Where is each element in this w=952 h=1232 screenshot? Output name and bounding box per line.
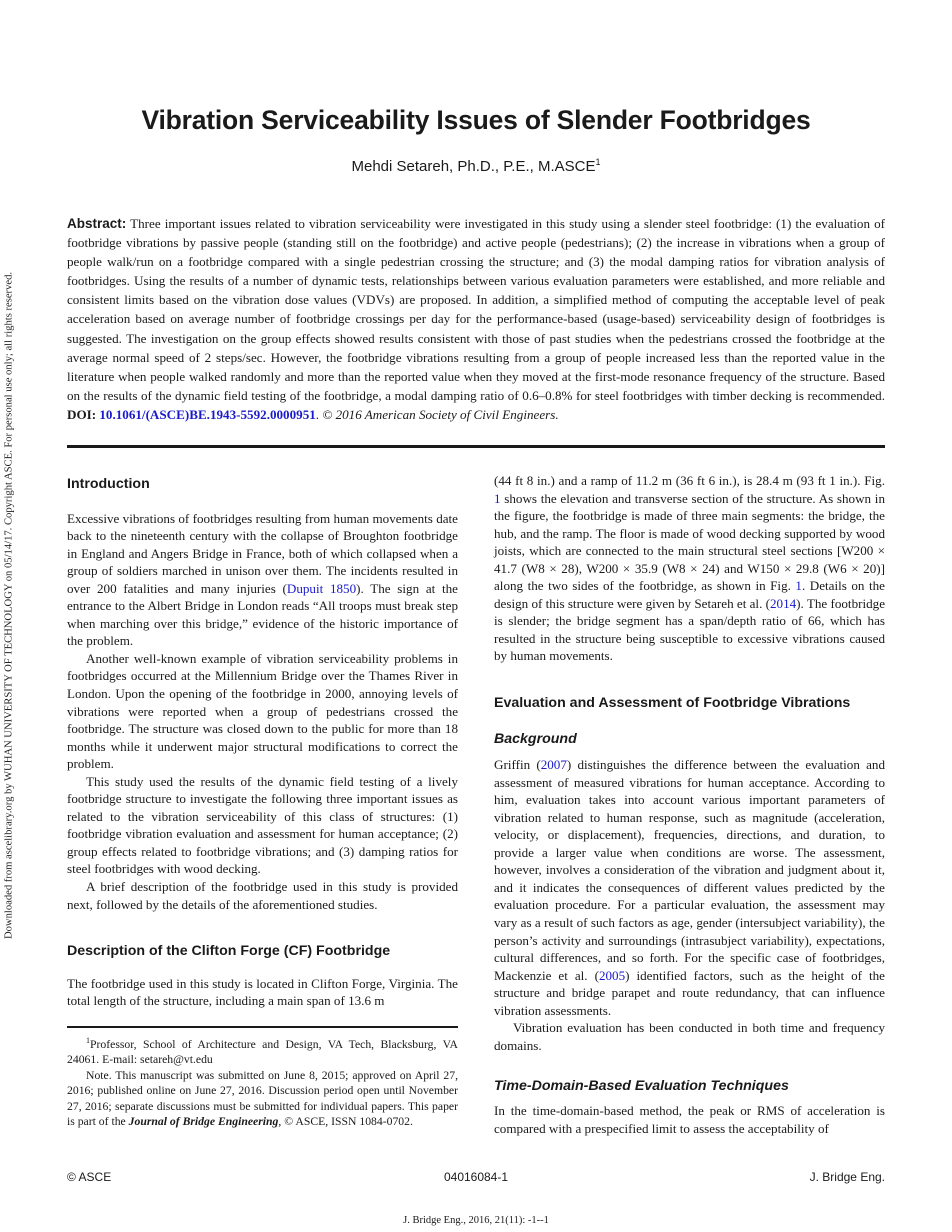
- footer-publisher: © ASCE: [67, 1170, 112, 1184]
- citation-link-dupuit[interactable]: Dupuit 1850: [286, 580, 357, 596]
- intro-paragraph-1: [67, 510, 458, 650]
- bg-text-c: ) identified factors, such as the height of the structure and bridge parapet and route redundancy, that can influence vibration assessments.: [494, 967, 885, 1018]
- background-paragraph-2: Vibration evaluation has been conducted in both time and frequency domains.: [494, 1020, 885, 1053]
- citation-line: J. Bridge Eng., 2016, 21(11): -1--1: [403, 1215, 549, 1226]
- abstract: [67, 214, 885, 424]
- bg-text-b: ) distinguishes the difference between the evaluation and assessment of measured vibrations for human acceptance. According to him, evaluation takes into account various important parameters of vibration related to human response, such as magnitude (acceleration, velocity, or displacement), frequencies, directions, and duration, to provide a larger value when conditions are worse. The assessment, however, involves a consideration of the vibration and judgment about it, and it indicates the consequences of different values predicted by the evaluation procedure. For a particular evaluation, the assessment may vary as a result of such factors as age, gender (intersubject variability), the person’s activity and surroundings (intrasubject variability), expectations, cultural differences, and so forth. For the specific case of footbridges, Mackenzie et al. (: [494, 757, 885, 983]
- intro-p1-text-a: Excessive vibrations of footbridges resulting from human movements date back to the nineteenth century with the collapse of Broughton footbridge in England and Angers Bridge in France, both of which collapsed when a group of soldiers marched in unison over them. The incidents resulted in over 200 fatalities and many injuries (: [67, 510, 458, 596]
- doi-label: DOI:: [67, 406, 100, 422]
- intro-paragraph-3: This study used the results of the dynamic field testing of a lively footbridge structure to investigate the following three important issues as related to the vibration serviceability of this class of structures: (1) footbridge vibration evaluation and assessment for human acceptance; (2) group effects related to footbridge vibrations; and (3) damping ratios for steel footbridges with wood decking.: [67, 773, 458, 877]
- footer-journal: J. Bridge Eng.: [809, 1170, 885, 1184]
- author-footnote-marker[interactable]: 1: [595, 157, 601, 167]
- citation-link-griffin-2007[interactable]: 2007: [540, 757, 567, 773]
- footnote-affiliation-text: Professor, School of Architecture and Design, VA Tech, Blacksburg, VA 24061. E-mail: setareh@vt.edu: [67, 1037, 458, 1067]
- doi-separator: .: [315, 406, 323, 422]
- abstract-label: Abstract:: [67, 216, 127, 231]
- footnote-affiliation: [67, 1033, 458, 1068]
- footnote-marker: 1: [86, 1036, 90, 1045]
- description-continued: [494, 472, 885, 665]
- intro-paragraph-4: A brief description of the footbridge used in this study is provided next, followed by the details of the aforementioned studies.: [67, 879, 458, 912]
- paper-title: Vibration Serviceability Issues of Slender Footbridges: [141, 105, 811, 135]
- background-heading: Background: [494, 730, 577, 747]
- background-paragraph-1: [494, 756, 885, 1019]
- intro-paragraph-2: Another well-known example of vibration serviceability problems in footbridges occurred at the Millennium Bridge over the Thames River in London. Upon the opening of the footbridge in 2000, annoying levels of vibrations were reported when a group of pedestrians crossed the footbridge. The structure was closed down to the public for more than 18 months while it underwent major structural modifications to correct the problem.: [67, 650, 458, 772]
- time-domain-heading: Time-Domain-Based Evaluation Techniques: [494, 1078, 789, 1095]
- desc-text-b: shows the elevation and transverse section of the structure. As shown in the figure, the footbridge is made of three main segments: the bridge, the hub, and the ramp. The floor is made of wood decking supported by wood joists, which are connected to the main structural steel sections [W200 × 41.7 (W8 × 28), W200 × 35.9 (W8 × 24) and W150 × 29.8 (W6 × 20)] along the two sides of the footbridge, as shown in Fig.: [494, 490, 885, 594]
- footnotes: [67, 1033, 458, 1130]
- description-heading: Description of the Clifton Forge (CF) Footbridge: [67, 943, 391, 960]
- right-column: [494, 472, 885, 1137]
- footnote-divider: [67, 1026, 458, 1028]
- desc-text-d: ). The footbridge is slender; the bridge segment has a span/depth ratio of 66, which has resulted in the structure being susceptible to excessive vibrations caused by human movements.: [494, 595, 886, 664]
- footer-article-number: 04016084-1: [443, 1170, 509, 1184]
- doi-link[interactable]: 10.1061/(ASCE)BE.1943-5592.0000951: [99, 406, 316, 422]
- desc-text-c: . Details on the design of this structure were given by Setareh et al. (: [494, 578, 885, 611]
- note-text-b: , © ASCE, ISSN 1084-0702.: [278, 1115, 413, 1129]
- abstract-divider: [67, 445, 885, 448]
- journal-name: Journal of Bridge Engineering: [128, 1115, 279, 1129]
- abstract-text: Three important issues related to vibration serviceability were investigated in this study using a slender steel footbridge: (1) the evaluation of footbridge vibrations by passive people (standing still on the footbridge) and active people (pedestrians); (2) the increase in vibrations when a group of people walk/run on a footbridge compared with a single pedestrian crossing the structure; and (3) the modal damping ratios for vibration analysis of footbridges. Using the results of a number of dynamic tests, relationships between various evaluation parameters were established, and more reliable and consistent limits based on the vibration dose values (VDVs) are proposed. In addition, a simplified method of computing the acceptable level of peak acceleration based on average number of footbridge crossings per day for the performance-based (usage-based) serviceability design of footbridges is suggested. The investigation on the group effects showed results consistent with those of past studies when the pedestrians crossed the footbridge at the average normal speed of 2 steps/sec. However, the footbridge vibrations resulting from a group of people increased less than the reported value in the literature when people walked randomly and more than the reported value when they moved at the first-mode resonance frequency of the structure. Based on the results of the dynamic field testing of the footbridge, a modal damping ratio of 0.6–0.8% for steel footbridges with timber decking is recommended.: [67, 216, 885, 403]
- footnote-note: [67, 1068, 458, 1130]
- citation-link-setareh-2014[interactable]: 2014: [769, 595, 797, 611]
- intro-p1-text-b: ). The sign at the entrance to the Albert Bridge in London reads “All troops must break step when marching over this bridge,” evidence of the historic importance of the problem.: [67, 580, 458, 649]
- note-text-a: Note. This manuscript was submitted on June 8, 2015; approved on April 27, 2016; published online on June 27, 2016. Discussion period open until November 27, 2016; separate discussions must be submitted for individual papers. This paper is part of the: [67, 1068, 458, 1129]
- introduction-heading: Introduction: [67, 476, 150, 492]
- evaluation-heading: Evaluation and Assessment of Footbridge Vibrations: [494, 695, 851, 712]
- citation-link-mackenzie-2005[interactable]: 2005: [598, 967, 626, 983]
- desc-text-a: (44 ft 8 in.) and a ramp of 11.2 m (36 ft 6 in.), is 28.4 m (93 ft 1 in.). Fig.: [494, 473, 885, 488]
- left-column: [67, 476, 458, 1010]
- description-paragraph: The footbridge used in this study is located in Clifton Forge, Virginia. The total length of the structure, including a main span of 13.6 m: [67, 975, 458, 1009]
- download-watermark: Downloaded from ascelibrary.org by WUHAN UNIVERSITY OF TECHNOLOGY on 05/14/17. Copyright ASCE. For personal use only; all rights reserved.: [3, 271, 15, 940]
- bg-text-a: Griffin (: [494, 757, 541, 773]
- author-name: Mehdi Setareh, Ph.D., P.E., M.ASCE: [351, 158, 596, 175]
- abstract-copyright: © 2016 American Society of Civil Engineers.: [322, 406, 559, 422]
- figure-link-1[interactable]: 1: [494, 490, 501, 506]
- time-domain-paragraph: In the time-domain-based method, the peak or RMS of acceleration is compared with a prespecified limit to assess the acceptability of: [494, 1102, 885, 1136]
- figure-link-1b[interactable]: 1: [795, 578, 802, 594]
- author-line: [0, 157, 952, 175]
